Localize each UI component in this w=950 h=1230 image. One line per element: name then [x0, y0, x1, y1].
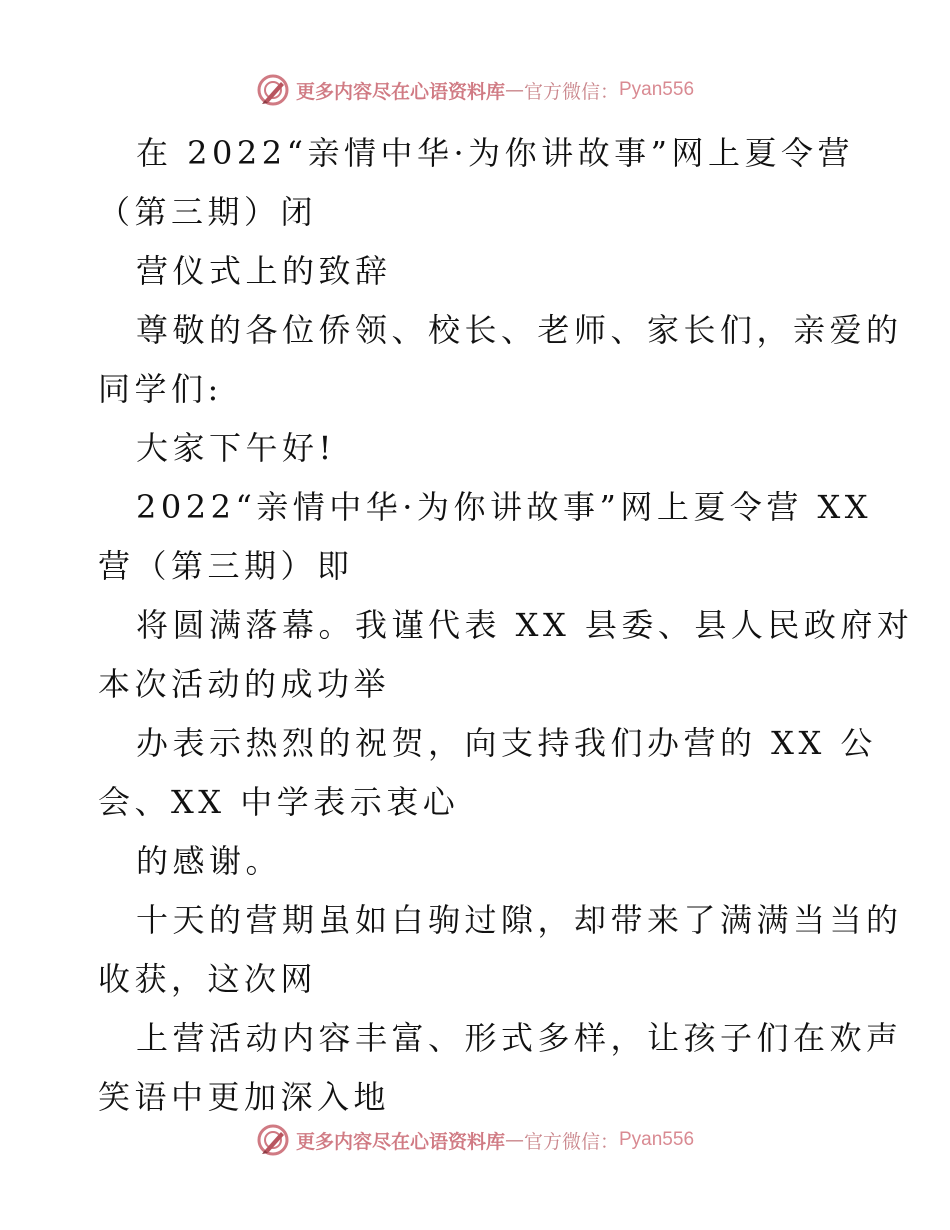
body-line: 的感谢。	[136, 842, 283, 880]
pen-logo-icon	[256, 1123, 290, 1157]
watermark-wechat-id: Pyan556	[619, 79, 695, 100]
watermark-wechat-label: 官方微信：	[523, 1130, 619, 1153]
body-line: 收获，这次网	[98, 960, 318, 998]
body-line: 办表示热烈的祝贺，向支持我们办营的 XX 公	[136, 724, 877, 762]
body-line: 十天的营期虽如白驹过隙，却带来了满满当当的	[136, 901, 903, 939]
watermark-site-text: 更多内容尽在心语资料库	[295, 1130, 505, 1153]
watermark-wechat-id: Pyan556	[619, 1129, 695, 1150]
body-line: 将圆满落幕。我谨代表 XX 县委、县人民政府对	[136, 606, 914, 644]
watermark-wechat-label: 官方微信：	[523, 80, 619, 103]
watermark-dash: —	[504, 1129, 524, 1151]
body-line: 上营活动内容丰富、形式多样，让孩子们在欢声	[136, 1019, 903, 1057]
footer-watermark	[0, 1120, 950, 1160]
body-line: 大家下午好!	[136, 429, 336, 467]
body-line: 营仪式上的致辞	[136, 252, 392, 290]
watermark-site-text: 更多内容尽在心语资料库	[295, 80, 505, 103]
body-line: 笑语中更加深入地	[98, 1078, 391, 1116]
body-line: 会、XX 中学表示衷心	[98, 783, 460, 821]
body-line: 2022“亲情中华·为你讲故事”网上夏令营 XX	[136, 488, 873, 526]
body-line: 在 2022“亲情中华·为你讲故事”网上夏令营	[136, 134, 855, 172]
pen-logo-icon	[256, 73, 290, 107]
body-line: 营（第三期）即	[98, 547, 354, 585]
header-watermark	[0, 70, 950, 110]
body-line: 同学们:	[98, 370, 223, 408]
body-line: 本次活动的成功举	[98, 665, 391, 703]
document-body	[98, 124, 914, 1127]
body-line: 尊敬的各位侨领、校长、老师、家长们，亲爱的	[136, 311, 903, 349]
watermark-dash: —	[504, 79, 524, 101]
body-line: （第三期）闭	[98, 193, 318, 231]
